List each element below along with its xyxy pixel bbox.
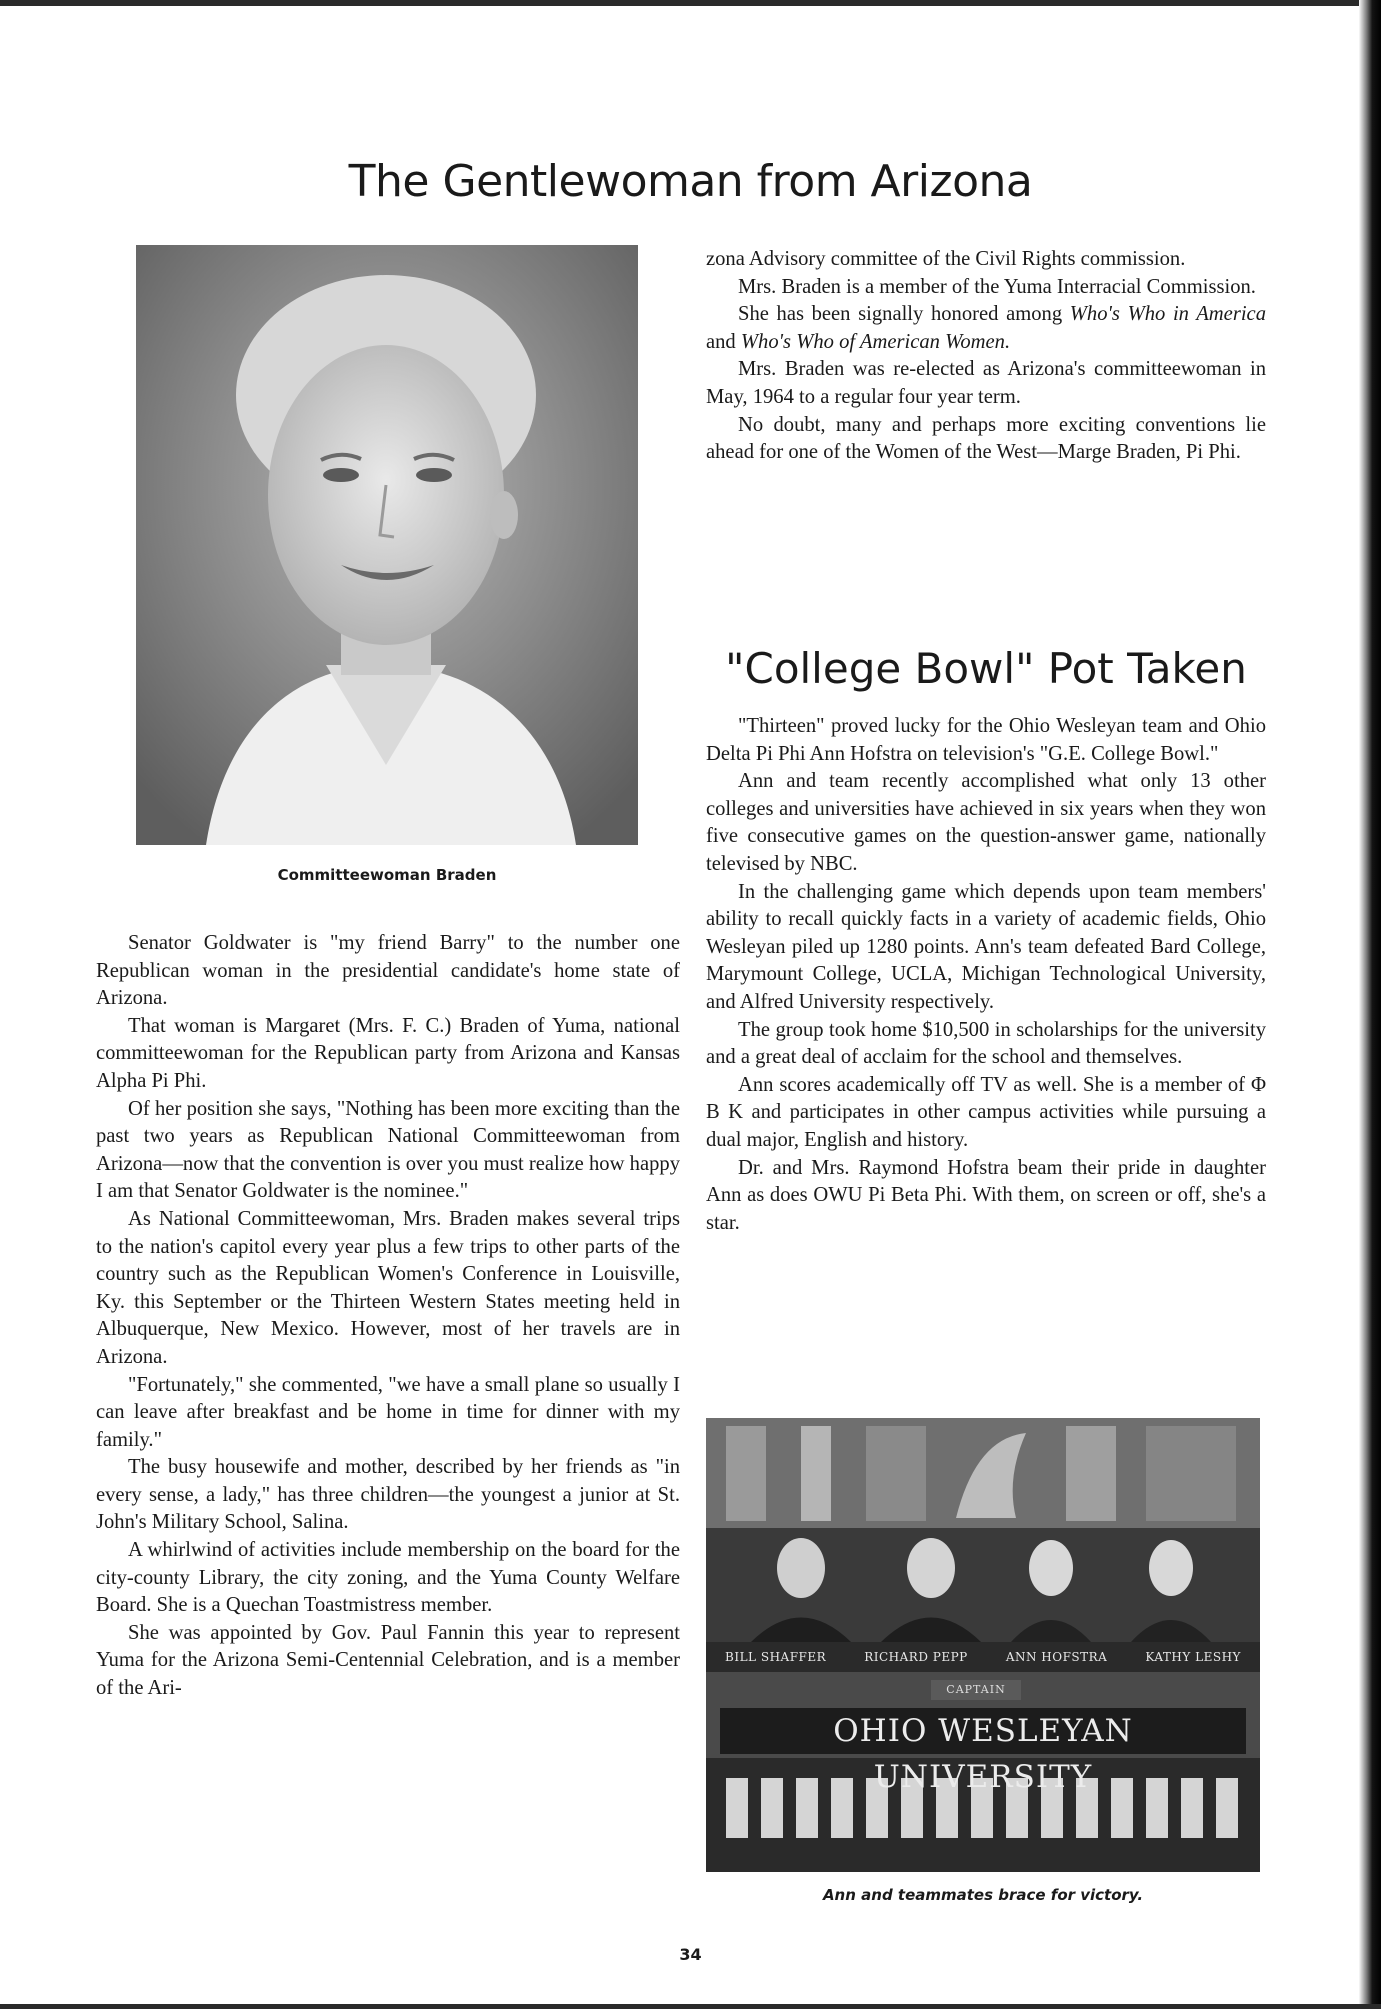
paragraph: "Thirteen" proved lucky for the Ohio Wesleyan team and Ohio Delta Pi Phi Ann Hofstra on television's "G.E. College Bowl." <box>706 715 1266 765</box>
paragraph: That woman is Margaret (Mrs. F. C.) Braden of Yuma, national committeewoman for the Republican party from Arizona and Kansas Alpha Pi Phi. <box>96 1014 680 1092</box>
article-title-gentlewoman: The Gentlewoman from Arizona <box>348 156 1033 207</box>
nameplate: RICHARD PEPP <box>864 1650 968 1664</box>
nameplate: KATHY LESHY <box>1145 1650 1241 1664</box>
book-title: Who's Who of American Women. <box>740 330 1011 353</box>
paragraph: zona Advisory committee of the Civil Rights commission. <box>706 248 1186 270</box>
paragraph: Of her position she says, "Nothing has been more exciting than the past two years as Republican National Committeewoman from Arizona—now that the convention is over you must realize how happy I am that Senator Goldwater is the nominee." <box>96 1097 680 1203</box>
paragraph-honors <box>706 301 1266 356</box>
portrait-caption: Committeewoman Braden <box>277 866 497 884</box>
honors-text: She has been signally honored among <box>738 303 1063 326</box>
paragraph: A whirlwind of activities include membership on the board for the city-county Library, the city zoning, and the Yuma County Welfare Board. She is a Quechan Toastmistress member. <box>96 1539 680 1617</box>
article1-left-column <box>96 930 680 1703</box>
honors-text: and <box>706 330 736 353</box>
article2-column <box>706 713 1266 1237</box>
paragraph: Mrs. Braden was re-elected as Arizona's committeewoman in May, 1964 to a regular four year term. <box>706 358 1266 408</box>
paragraph: The busy housewife and mother, described by her friends as "in every sense, a lady," has three children—the youngest a junior at St. John's Military School, Salina. <box>96 1456 680 1534</box>
contestant-nameplates <box>706 1642 1260 1672</box>
paragraph: Senator Goldwater is "my friend Barry" to the number one Republican woman in the presidential candidate's home state of Arizona. <box>96 932 680 1010</box>
paragraph: The group took home $10,500 in scholarships for the university and a great deal of acclaim for the school and themselves. <box>706 1018 1266 1069</box>
paragraph: "Fortunately," she commented, "we have a small plane so usually I can leave after breakfast and be home in time for dinner with my family." <box>96 1373 680 1451</box>
captain-tag: CAPTAIN <box>931 1680 1021 1700</box>
page-number: 34 <box>679 1945 702 1964</box>
university-banner: OHIO WESLEYAN UNIVERSITY <box>720 1708 1246 1754</box>
scan-right-edge <box>1359 0 1381 2009</box>
paragraph: No doubt, many and perhaps more exciting conventions lie ahead for one of the Women of the West—Marge Braden, Pi Phi. <box>706 413 1266 464</box>
college-bowl-photo <box>706 1418 1260 1872</box>
nameplate: ANN HOFSTRA <box>1005 1650 1108 1664</box>
paragraph: Mrs. Braden is a member of the Yuma Interracial Commission. <box>738 275 1256 298</box>
paragraph: As National Committeewoman, Mrs. Braden makes several trips to the nation's capitol every year plus a few trips to other parts of the country such as the Republican Women's Conference in Louisville, Ky. this September or the Thirteen Western States meeting held in Albuquerque, New Mexico. However, most of her travels are in Arizona. <box>96 1207 680 1368</box>
college-bowl-caption: Ann and teammates brace for victory. <box>822 1886 1144 1904</box>
article-title-college-bowl: "College Bowl" Pot Taken <box>725 644 1247 693</box>
paragraph: Ann scores academically off TV as well. She is a member of Φ B K and participates in other campus activities while pursuing a dual major, English and history. <box>706 1073 1266 1151</box>
article1-right-column <box>706 246 1266 467</box>
paragraph: She was appointed by Gov. Paul Fannin this year to represent Yuma for the Arizona Semi-Centennial Celebration, and is a member of the Ari- <box>96 1621 680 1700</box>
scan-top-edge <box>0 0 1381 6</box>
book-title: Who's Who in America <box>1069 303 1266 326</box>
paragraph: In the challenging game which depends upon team members' ability to recall quickly facts in a variety of academic fields, Ohio Wesleyan piled up 1280 points. Ann's team defeated Bard College, Marymount College, UCLA, Michigan Technological University, and Alfred University respectively. <box>706 880 1266 1013</box>
scan-bottom-edge <box>0 2004 1381 2009</box>
paragraph: Ann and team recently accomplished what only 13 other colleges and universities have achieved in six years when they won five consecutive games on the question-answer game, nationally televised by NBC. <box>706 770 1266 875</box>
paragraph: Dr. and Mrs. Raymond Hofstra beam their pride in daughter Ann as does OWU Pi Beta Phi. With them, on screen or off, she's a star. <box>706 1156 1266 1234</box>
portrait-photo-braden <box>136 245 638 845</box>
nameplate: BILL SHAFFER <box>725 1650 827 1664</box>
